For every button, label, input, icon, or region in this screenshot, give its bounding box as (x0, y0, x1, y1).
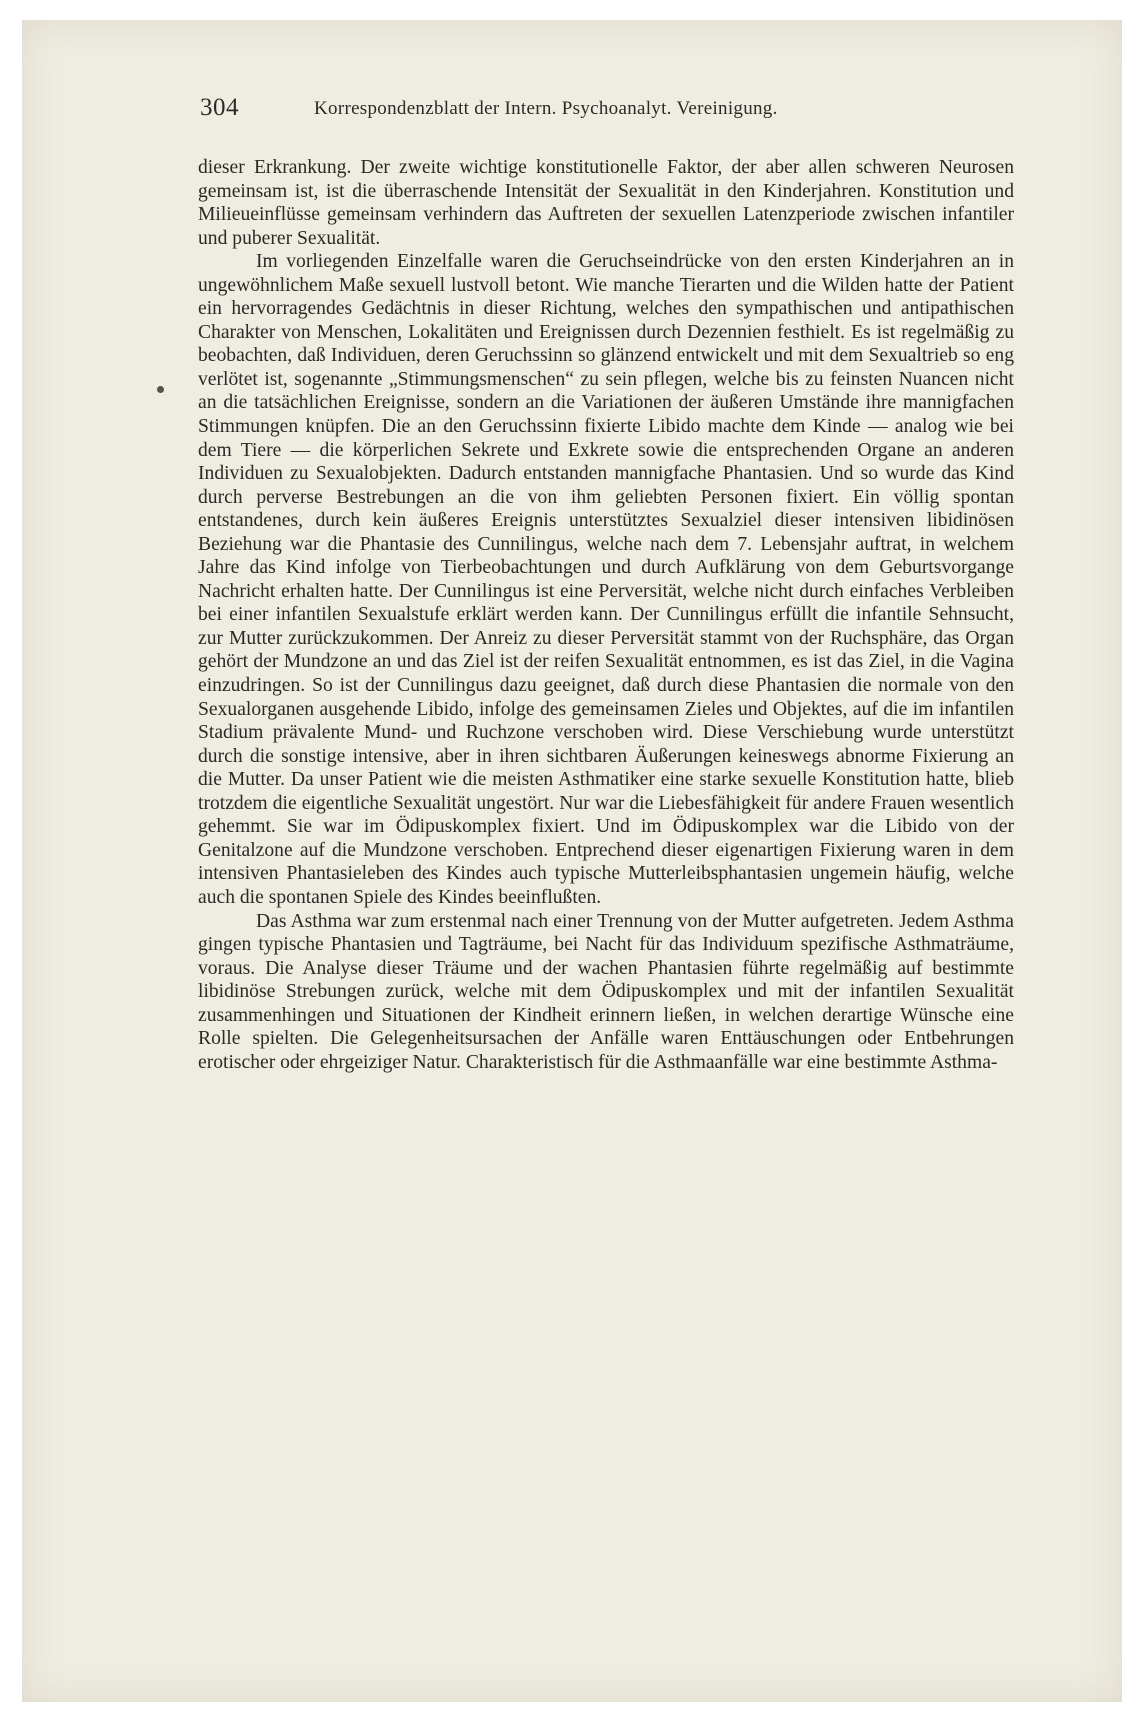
paragraph: Im vorliegenden Einzelfalle waren die Geruchseindrücke von den ersten Kinderjahren an in ungewöhnlichem Maße sexuell lustvoll betont. Wie manche Tierarten und die Wilden hatte der Patient ein hervorragendes Gedächtnis in dieser Richtung, welches den sympathischen und antipathischen Charakter von Menschen, Lokalitäten und Ereignissen durch Dezennien festhielt. Es ist regelmäßig zu beobachten, daß Individuen, deren Geruchssinn so glänzend entwickelt und mit dem Sexualtrieb so eng verlötet ist, sogenannte „Stimmungsmenschen“ zu sein pflegen, welche bis zu feinsten Nuancen nicht an die tatsächlichen Ereignisse, sondern an die Variationen der äußeren Umstände ihre mannigfachen Stimmungen knüpfen. Die an den Geruchssinn fixierte Libido machte dem Kinde — analog wie bei dem Tiere — die körperlichen Sekrete und Exkrete sowie die entsprechenden Organe an anderen Individuen zu Sexualobjekten. Dadurch entstanden mannigfache Phantasien. Und so wurde das Kind durch perverse Bestrebungen an die von ihm geliebten Personen fixiert. Ein völlig spontan entstandenes, durch kein äußeres Ereignis unterstütztes Sexualziel dieser intensiven libidinösen Beziehung war die Phantasie des Cunnilingus, welche nach dem 7. Lebensjahr auftrat, in welchem Jahre das Kind infolge von Tierbeobachtungen und durch Aufklärung von dem Geburtsvorgange Nachricht erhalten hatte. Der Cunnilingus ist eine Perversität, welche nicht durch einfaches Verbleiben bei einer infantilen Sexualstufe erklärt werden kann. Der Cunnilingus erfüllt die infantile Sehnsucht, zur Mutter zurückzukommen. Der Anreiz zu dieser Perversität stammt von der Ruchsphäre, das Organ gehört der Mundzone an und das Ziel ist der reifen Sexualität entnommen, es ist das Ziel, in die Vagina einzudringen. So ist der Cunnilingus dazu geeignet, daß durch diese Phantasien die normale von den Sexualorganen ausgehende Libido, infolge des gemeinsamen Zieles und Objektes, auf die im infantilen Stadium prävalente Mund- und Ruchzone verschoben wird. Diese Verschiebung wurde unterstützt durch die sonstige intensive, aber in ihren sichtbaren Äußerungen keineswegs abnorme Fixierung an die Mutter. Da unser Patient wie die meisten Asthmatiker eine starke sexuelle Konstitution hatte, blieb trotzdem die eigentliche Sexualität ungestört. Nur war die Liebesfähigkeit für andere Frauen wesentlich gehemmt. Sie war im Ödipuskomplex fixiert. Und im Ödipuskomplex war die Libido von der Genitalzone auf die Mundzone verschoben. Entprechend dieser eigenartigen Fixierung waren in dem intensiven Phantasieleben des Kindes auch typische Mutterleibsphantasien ungemein häufig, welche auch die spontanen Spiele des Kindes beeinflußten. (198, 251, 1014, 908)
body-text (198, 156, 1014, 1074)
page-number: 304 (200, 94, 239, 121)
page-header (192, 94, 1022, 130)
paragraph: Das Asthma war zum erstenmal nach einer Trennung von der Mutter aufgetreten. Jedem Asthma gingen typische Phantasien und Tagträume, bei Nacht für das Individuum spezifische Asthmaträume, voraus. Die Analyse dieser Träume und der wachen Phantasien führte regelmäßig auf bestimmte libidinöse Strebungen zurück, welche mit dem Ödipuskomplex und mit der infantilen Sexualität zusammenhingen und Situationen der Kindheit erinnern ließen, in welchen derartige Wünsche eine Rolle spielten. Die Gelegenheitsursachen der Anfälle waren Enttäuschungen oder Entbehrungen erotischer oder ehrgeiziger Natur. Charakteristisch für die Asthmaanfälle war eine bestimmte Asthma- (198, 910, 1014, 1073)
paragraph-continuation: dieser Erkrankung. Der zweite wichtige konstitutionelle Faktor, der aber allen schweren Neurosen gemeinsam ist, ist die überraschende Intensität der Sexualität in den Kinderjahren. Konstitution und Milieueinflüsse gemeinsam verhindern das Auftreten der sexuellen Latenzperiode zwischen infantiler und puberer Sexualität. (198, 157, 1014, 249)
margin-mark (157, 386, 164, 393)
running-title: Korrespondenzblatt der Intern. Psychoanalyt. Vereinigung. (314, 98, 778, 119)
